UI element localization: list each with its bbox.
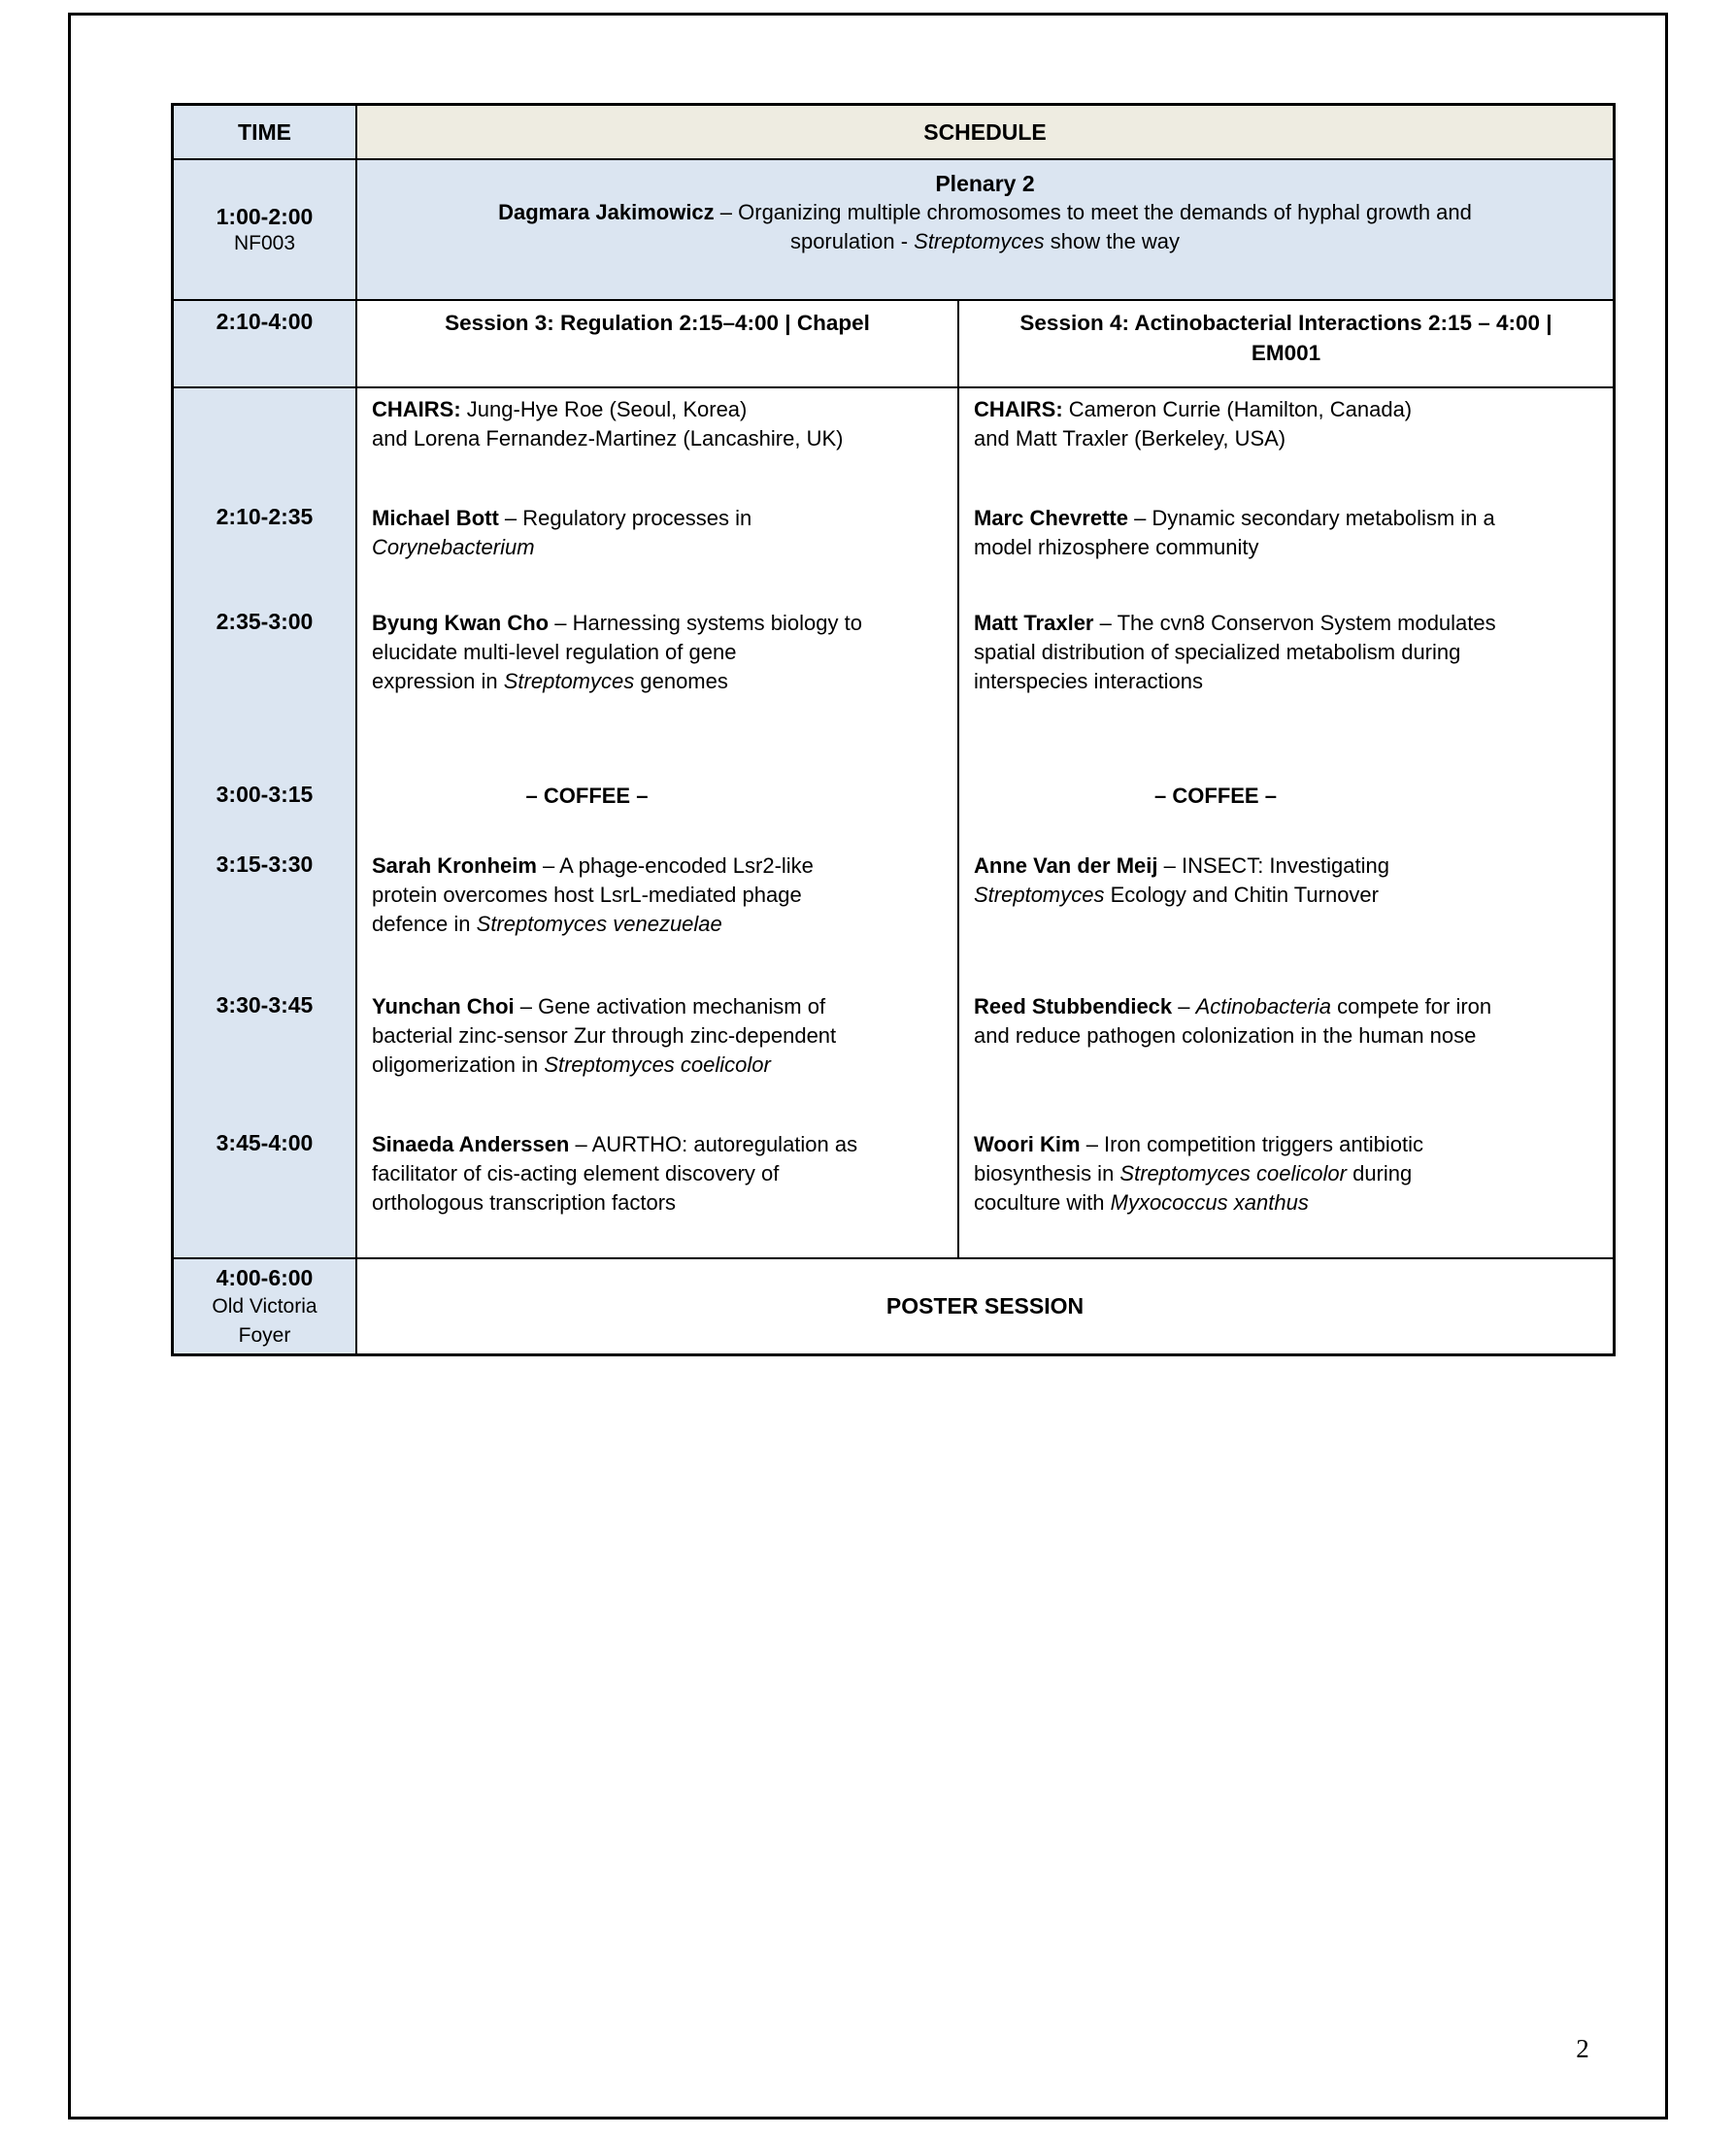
slot-session3-content: Sinaeda Anderssen – AURTHO: autoregulation as facilitator of cis-acting element discovery of orthologous transcription factors [357,1123,959,1257]
slot-session3-content: Sarah Kronheim – A phage-encoded Lsr2-like protein overcomes host LsrL-mediated phage defence in Streptomyces venezuelae [357,845,959,985]
slot-row [174,388,1613,497]
slot-row [174,497,1613,602]
time-column-header: TIME [174,106,357,158]
table-header-row [174,106,1613,158]
slot-time: 3:00-3:15 [174,775,357,845]
slot-session4-content: Marc Chevrette – Dynamic secondary metabolism in a model rhizosphere community [974,506,1495,559]
slot-row [174,602,1613,775]
slot-row [174,845,1613,985]
poster-session-label: POSTER SESSION [885,1293,1085,1318]
plenary-row [174,158,1613,299]
poster-row [174,1257,1613,1353]
plenary-description: Dagmara Jakimowicz – Organizing multiple chromosomes to meet the demands of hyphal growth and sporulation - Streptomyces show the way [498,200,1472,253]
plenary-time-cell [174,160,357,299]
slot-time [174,388,357,497]
session4-header: Session 4: Actinobacterial Interactions 2:15 – 4:00 | EM001 [1019,311,1552,365]
slot-row [174,985,1613,1123]
slot-time: 2:10-2:35 [174,497,357,602]
schedule-table [171,103,1616,1356]
plenary-title: Plenary 2 [935,171,1035,196]
slot-session3-content: CHAIRS: Jung-Hye Roe (Seoul, Korea) and Lorena Fernandez-Martinez (Lancashire, UK) [357,388,959,497]
slot-session3-content: – COFFEE – [357,775,959,845]
slot-time: 3:30-3:45 [174,985,357,1123]
session-header-row [174,299,1613,386]
slot-session4-content: Matt Traxler – The cvn8 Conservon System modulates spatial distribution of specialized metabolism during interspecies interactions [974,611,1496,693]
slot-session3-content: Michael Bott – Regulatory processes in Corynebacterium [357,497,959,602]
poster-room-line2: Foyer [238,1324,291,1347]
poster-time-cell [174,1259,357,1353]
slot-time: 2:35-3:00 [174,602,357,775]
slot-time: 3:45-4:00 [174,1123,357,1257]
slot-session4-content: Reed Stubbendieck – Actinobacteria compete for iron and reduce pathogen colonization in the human nose [974,994,1492,1048]
slot-session4-content: CHAIRS: Cameron Currie (Hamilton, Canada) and Matt Traxler (Berkeley, USA) [974,397,1413,451]
poster-room-line1: Old Victoria [212,1295,317,1318]
slot-row [174,1123,1613,1257]
plenary-cell [357,160,1613,299]
poster-time: 4:00-6:00 [216,1265,314,1290]
slot-time: 3:15-3:30 [174,845,357,985]
page-number: 2 [1576,2034,1589,2063]
slot-session3-content: Byung Kwan Cho – Harnessing systems biology to elucidate multi-level regulation of gene expression in Streptomyces genomes [357,602,959,775]
plenary-room: NF003 [233,232,296,254]
slot-session4-content: – COFFEE – [1154,784,1277,808]
slot-row [174,775,1613,845]
session3-header: Session 3: Regulation 2:15–4:00 | Chapel [357,301,959,386]
plenary-time: 1:00-2:00 [216,204,314,229]
slot-session4-content: Anne Van der Meij – INSECT: Investigating Streptomyces Ecology and Chitin Turnover [974,853,1389,907]
session-body [174,386,1613,1257]
session-header-time: 2:10-4:00 [174,301,357,386]
schedule-header: SCHEDULE [357,106,1613,158]
slot-session4-content: Woori Kim – Iron competition triggers antibiotic biosynthesis in Streptomyces coelicolor during coculture with Myxococcus xanthus [974,1132,1423,1215]
slot-session3-content: Yunchan Choi – Gene activation mechanism of bacterial zinc-sensor Zur through zinc-dependent oligomerization in Streptomyces coelicolor [357,985,959,1123]
